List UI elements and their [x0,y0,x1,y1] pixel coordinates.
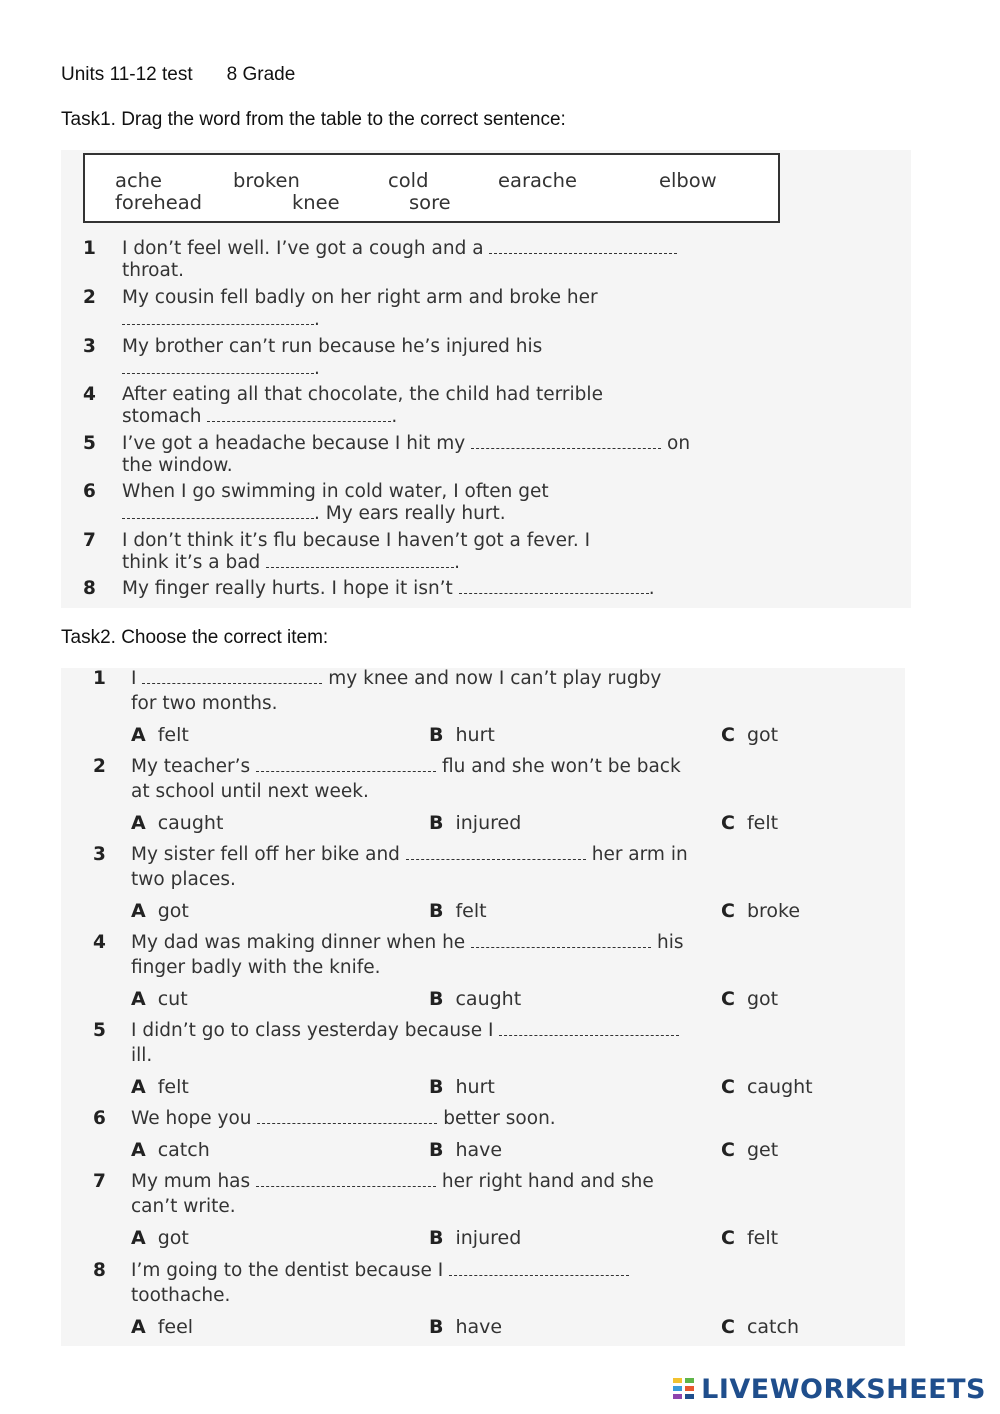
sentence-text: After eating all that chocolate, the child had terrible [122,384,603,405]
word-cold[interactable]: cold [388,169,429,192]
option-a[interactable]: A catch [131,1139,210,1161]
word-bank [83,153,780,223]
question-text: her right hand and she [441,1171,654,1192]
answer-blank [471,935,651,948]
option-a[interactable]: A felt [131,1076,189,1098]
item-number: 8 [83,578,96,599]
answer-blank[interactable] [122,312,314,325]
option-a[interactable]: A feel [131,1316,194,1338]
liveworksheets-logo [671,1373,986,1405]
page-title [61,64,295,86]
task1-section [61,150,911,608]
answer-blank[interactable] [207,409,391,422]
question-text: flu and she won’t be back [441,756,681,777]
option-c[interactable]: C get [721,1139,779,1161]
answer-blank[interactable] [471,436,661,449]
item-number: 6 [83,481,96,502]
option-c[interactable]: C catch [721,1316,799,1338]
word-forehead[interactable]: forehead [115,191,203,214]
task1-instruction: Task1. Drag the word from the table to the correct sentence: [61,109,566,130]
question-text: My mum has [131,1171,251,1192]
item-number: 1 [83,238,96,259]
word-sore[interactable]: sore [409,191,451,214]
sentence-text: throat. [122,260,184,281]
question-text: two places. [131,869,236,890]
item-number: 1 [93,668,106,689]
sentence-text: I don’t feel well. I’ve got a cough and a [122,238,484,259]
sentence-text: . [314,358,320,379]
word-earache[interactable]: earache [498,169,577,192]
item-number: 6 [93,1108,106,1129]
test-title: Units 11-12 test [61,64,193,85]
item-number: 3 [93,844,106,865]
sentence-text: . [314,309,320,330]
item-number: 4 [93,932,106,953]
question-text: for two months. [131,693,278,714]
sentence-text: the window. [122,455,233,476]
word-knee[interactable]: knee [292,191,340,214]
sentence-text: on [667,433,691,454]
item-number: 2 [83,287,96,308]
question-text: My teacher’s [131,756,251,777]
option-b[interactable]: B injured [429,812,522,834]
sentence-text: . [648,578,655,599]
question-text: my knee and now I can’t play rugby [328,668,662,689]
sentence-text: think it’s a bad [122,552,261,573]
question-text: I’m going to the dentist because I [131,1260,444,1281]
sentence-text: When I go swimming in cold water, I often get [122,481,549,502]
item-number: 5 [83,433,96,454]
sentence-text: . My ears really hurt. [314,503,506,524]
answer-blank[interactable] [122,506,314,519]
answer-blank [449,1263,629,1276]
sentence-text: My brother can’t run because he’s injured his [122,336,543,357]
question-text: at school until next week. [131,781,369,802]
option-b[interactable]: B hurt [429,724,495,746]
brand-name: LIVEWORKSHEETS [701,1373,986,1405]
option-c[interactable]: C caught [721,1076,813,1098]
question-text: My sister fell off her bike and [131,844,400,865]
item-number: 8 [93,1260,106,1281]
answer-blank [257,1111,437,1124]
option-a[interactable]: A felt [131,724,189,746]
sentence-text: My finger really hurts. I hope it isn’t [122,578,453,599]
option-b[interactable]: B hurt [429,1076,495,1098]
word-ache[interactable]: ache [115,169,163,192]
option-b[interactable]: B injured [429,1227,522,1249]
answer-blank [256,1174,436,1187]
item-number: 3 [83,336,96,357]
question-text: better soon. [443,1108,556,1129]
question-text: I [131,668,137,689]
answer-blank[interactable] [122,361,314,374]
sentence-text: I’ve got a headache because I hit my [122,433,466,454]
question-text: her arm in [591,844,688,865]
option-c[interactable]: C felt [721,1227,779,1249]
option-c[interactable]: C broke [721,900,801,922]
answer-blank[interactable] [489,241,677,254]
option-a[interactable]: A cut [131,988,188,1010]
item-number: 5 [93,1020,106,1041]
answer-blank[interactable] [266,555,454,568]
question-text: finger badly with the knife. [131,957,381,978]
option-b[interactable]: B felt [429,900,487,922]
liveworksheets-logo-icon [671,1375,697,1403]
option-b[interactable]: B have [429,1139,503,1161]
sentence-text: . [454,552,461,573]
sentence-text: stomach [122,406,202,427]
sentence-text: . [391,406,398,427]
option-b[interactable]: B have [429,1316,503,1338]
grade-label: 8 Grade [226,64,296,85]
task2-instruction: Task2. Choose the correct item: [61,627,329,648]
answer-blank [142,671,322,684]
answer-blank [406,847,586,860]
option-c[interactable]: C got [721,988,779,1010]
item-number: 7 [93,1171,106,1192]
task2-section [61,668,905,1346]
option-c[interactable]: C got [721,724,779,746]
question-text: can’t write. [131,1196,236,1217]
question-text: toothache. [131,1285,231,1306]
option-a[interactable]: A caught [131,812,224,834]
sentence-text: I don’t think it’s flu because I haven’t got a fever. I [122,530,591,551]
item-number: 2 [93,756,106,777]
sentence-text: My cousin fell badly on her right arm and broke her [122,287,598,308]
answer-blank [499,1023,679,1036]
answer-blank[interactable] [459,581,649,594]
word-broken[interactable]: broken [233,169,300,192]
answer-blank [256,759,436,772]
option-b[interactable]: B caught [429,988,522,1010]
item-number: 7 [83,530,96,551]
option-c[interactable]: C felt [721,812,779,834]
question-text: We hope you [131,1108,252,1129]
word-elbow[interactable]: elbow [659,169,717,192]
question-text: My dad was making dinner when he [131,932,466,953]
question-text: his [656,932,684,953]
item-number: 4 [83,384,96,405]
option-a[interactable]: A got [131,1227,189,1249]
question-text: I didn’t go to class yesterday because I [131,1020,494,1041]
option-a[interactable]: A got [131,900,189,922]
question-text: ill. [131,1045,153,1066]
